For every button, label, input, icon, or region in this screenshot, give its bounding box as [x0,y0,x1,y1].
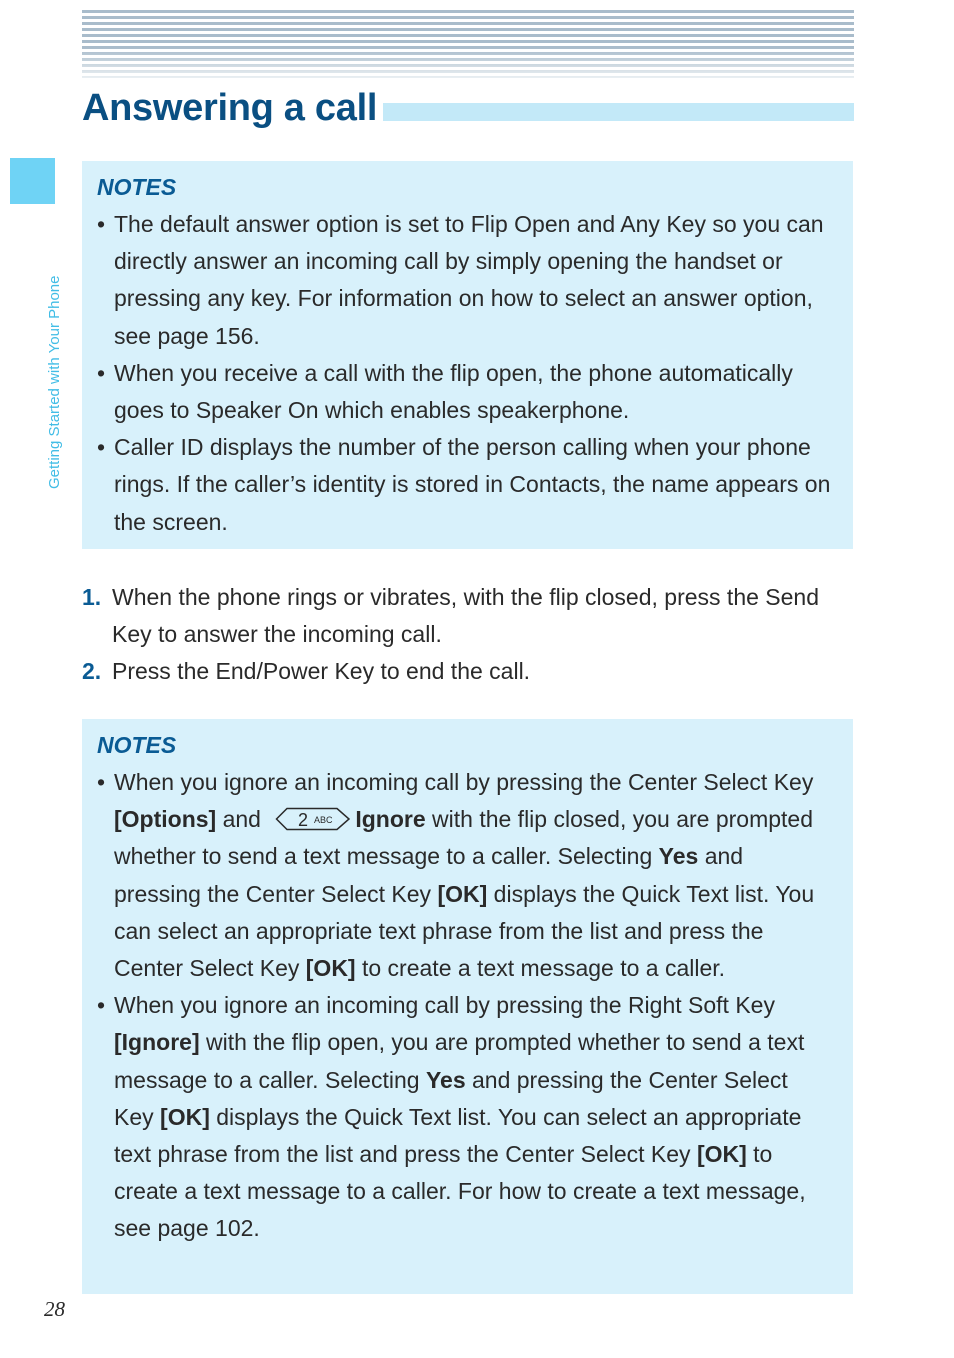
note-item [97,355,833,429]
key-digit: 2 [298,810,309,831]
bullet: • [97,992,106,1019]
step-text: Press the End/Power Key to end the call. [112,658,531,684]
notes-box-2 [82,719,853,1294]
bullet: • [97,359,106,386]
note-text: When you ignore an incoming call by pressing the Right Soft Key [Ignore] with the flip open, you are prompted whether to send a text message to a caller. Selecting Yes and pressing the Center Select Key [OK] displays the Quick Text list. You can select an appropriate text phrase from the list and press the Center Select Key [OK] to create a text message to a caller. For how to create a text message, see page 102. [114,992,806,1242]
steps-list [82,579,842,690]
key-label-ok: [OK] [696,1141,747,1168]
key-label-ignore: [Ignore] [114,1029,200,1056]
key-label-yes: Yes [658,843,699,870]
key-label-yes: Yes [425,1066,466,1093]
note-item [97,764,833,987]
note-item [97,429,833,541]
key-2-abc-icon [275,807,351,831]
key-label-ok: [OK] [437,880,488,907]
key-label-ok: [OK] [160,1103,210,1130]
step-item [82,579,842,653]
bullet: • [97,769,106,795]
step-item [82,653,842,690]
bullet: • [97,434,106,461]
key-label-ok: [OK] [305,955,356,982]
page-number: 28 [44,1297,65,1321]
key-label-ignore: Ignore [355,806,426,833]
note-item [97,987,833,1247]
notes-box-1 [82,161,853,549]
step-number: 1. [82,584,102,610]
section-label: Getting Started with Your Phone [46,275,63,489]
key-letters: ABC [314,815,333,826]
note-text: When you ignore an incoming call by pressing the Center Select Key [Options] and 2 ABC Ignore with the flip closed, you are prompted whether to send a text message to a caller. Selecting Yes and pressing the Center Select Key [OK] displays the Quick Text list. You can select an appropriate text phrase from the list and press the Center Select Key [OK] to create a text message to a caller. [114,769,815,982]
section-tab [10,158,55,204]
step-text: When the phone rings or vibrates, with the flip closed, press the Send Key to answer the incoming call. [112,584,820,647]
key-label-options: [Options] [114,806,217,833]
bullet: • [97,211,106,237]
note-text: The default answer option is set to Flip Open and Any Key so you can directly answer an incoming call by simply opening the handset or pressing any key. For information on how to select an answer option, see page 156. [114,211,824,349]
page-title: Answering a call [82,86,383,130]
notes-title: NOTES [97,732,177,758]
notes-title: NOTES [97,174,177,200]
note-text: Caller ID displays the number of the person calling when your phone rings. If the caller’s identity is stored in Contacts, the name appears on the screen. [114,434,831,535]
note-item [97,206,833,355]
note-text: When you receive a call with the flip open, the phone automatically goes to Speaker On which enables speakerphone. [114,359,793,424]
step-number: 2. [82,658,102,684]
header-stripes [82,10,854,78]
